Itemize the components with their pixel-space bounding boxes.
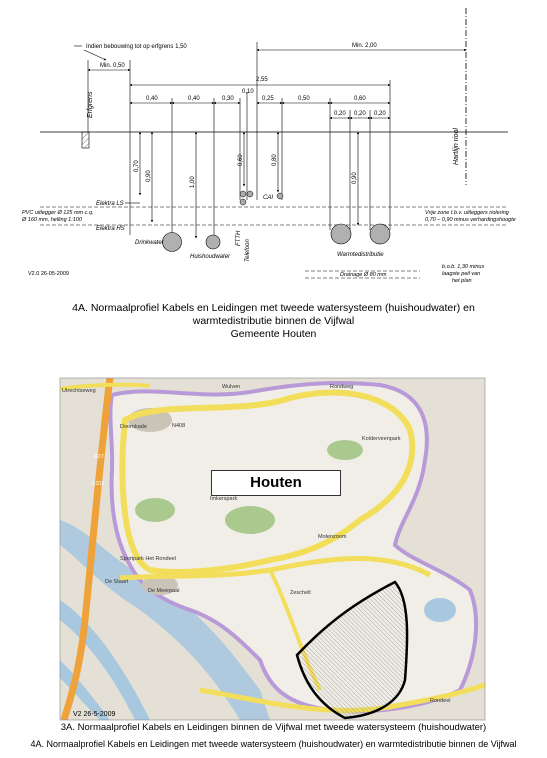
span-label-7: 0,60 xyxy=(354,96,366,102)
note-build-text: Indien bebouwing tot op erfgrens 1,50 xyxy=(86,44,187,50)
drinkwater-pipe xyxy=(163,233,182,252)
total-label: 2,55 xyxy=(256,77,268,83)
span-label-6: 0,50 xyxy=(298,96,310,102)
huishoudwater-pipe xyxy=(206,235,220,249)
elektra-ls-label: Elektra LS xyxy=(96,201,124,207)
depth-070: 0,70 xyxy=(134,160,140,172)
telefoon-label: Telefoon xyxy=(245,239,251,262)
label-de-meerpaal: De Meerpaal xyxy=(148,588,180,594)
pvc-label-2: Ø 160 mm, helling 1:100 xyxy=(22,217,82,223)
depth-090b: 0,90 xyxy=(352,172,358,184)
label-doornkade: Doornkade xyxy=(120,424,147,430)
bob-label-2: laagste peil van xyxy=(442,271,481,277)
label-utrechtseweg: Utrechtseweg xyxy=(62,388,96,394)
label-kolderveenpark: Kolderveenpark xyxy=(362,436,401,442)
caption-4a-line1: 4A. Normaalprofiel Kabels en Leidingen met tweede watersysteem (huishoudwater) en xyxy=(72,302,475,314)
hartlijn-label: Hartlijn riool xyxy=(453,128,460,165)
vrije-zone-label-1: Vrije zone t.b.v. uitleggers riolering xyxy=(425,210,509,216)
label-e311: E311 xyxy=(92,481,105,487)
cai-cable xyxy=(277,193,283,199)
span-label-3: 0,30 xyxy=(222,96,234,102)
min-left-label: Min. 0,50 xyxy=(100,63,125,69)
caption-4a-line2: warmtedistributie binnen de Vijfwal xyxy=(192,315,355,327)
label-n408: N408 xyxy=(172,423,186,429)
telefoon-cable xyxy=(240,199,246,205)
caption-bottom: 4A. Normaalprofiel Kabels en Leidingen met tweede watersysteem (huishoudwater) en warmtedistributie binnen de Vijfwal xyxy=(30,739,517,749)
pvc-label-1: PVC uitlegger Ø 125 mm c.q. xyxy=(22,210,94,216)
elektra-hs-label: Elektra HS xyxy=(96,226,125,232)
caption-3a: 3A. Normaalprofiel Kabels en Leidingen binnen de Vijfwal met tweede watersysteem (huishoudwater) xyxy=(60,722,487,733)
label-molenzoom: Molenzoom xyxy=(318,534,347,540)
huishoudwater-label: Huishoudwater xyxy=(190,254,231,260)
label-a27: A27 xyxy=(94,454,104,460)
warmtedistributie-label: Warmtedistributie xyxy=(337,252,384,258)
caption-4a xyxy=(0,302,547,341)
span-label-2: 0,40 xyxy=(188,96,200,102)
min-right-label: Min. 2,00 xyxy=(352,43,377,49)
label-zeschelt: Zeschelt xyxy=(290,590,311,596)
sub-span-label-1: 0,20 xyxy=(334,111,346,117)
bob-label-3: het plan xyxy=(452,278,472,284)
span-label-1: 0,40 xyxy=(146,96,158,102)
caption-4a-line3: Gemeente Houten xyxy=(230,328,317,340)
warmte-pipe-2 xyxy=(370,224,390,244)
label-imkerspark: Imkerspark xyxy=(210,496,238,502)
ftth-cable-2 xyxy=(247,191,253,197)
erfgrens-label: Erfgrens xyxy=(87,91,94,118)
depth-080: 0,80 xyxy=(272,154,278,166)
bob-label-1: b.o.b. 1,30 minus xyxy=(442,264,485,270)
span-label-4: 0,10 xyxy=(242,89,254,95)
depth-090: 0,90 xyxy=(146,170,152,182)
label-wulven: Wulven xyxy=(222,384,241,390)
label-de-staart: De Staart xyxy=(105,579,129,585)
map-version: V2 26-5-2009 xyxy=(73,711,116,718)
profile-version: V2.0 26-05-2009 xyxy=(28,271,69,277)
map-title: Houten xyxy=(211,470,341,496)
cai-label: CAI xyxy=(263,195,274,201)
cross-section-profile xyxy=(21,8,516,284)
vrije-zone-label-2: 0,70 – 0,90 minus verhardingshoogte xyxy=(425,217,516,223)
warmte-pipe-1 xyxy=(331,224,351,244)
sub-span-label-2: 0,20 xyxy=(354,111,366,117)
label-rondeel: Rondeel xyxy=(430,698,451,704)
depth-100: 1,00 xyxy=(190,176,196,188)
label-rondweg: Rondweg xyxy=(330,384,354,390)
span-label-5: 0,25 xyxy=(262,96,274,102)
drinkwater-label: Drinkwater xyxy=(135,240,164,246)
depth-060: 0,60 xyxy=(238,154,244,166)
ftth-cable xyxy=(240,191,246,197)
label-sportpark: Sportpark Het Rondeel xyxy=(120,556,176,562)
drainage-label: Drainage Ø 80 mm xyxy=(340,272,387,278)
ftth-label: FTTH xyxy=(236,230,242,246)
sub-span-label-3: 0,20 xyxy=(374,111,386,117)
